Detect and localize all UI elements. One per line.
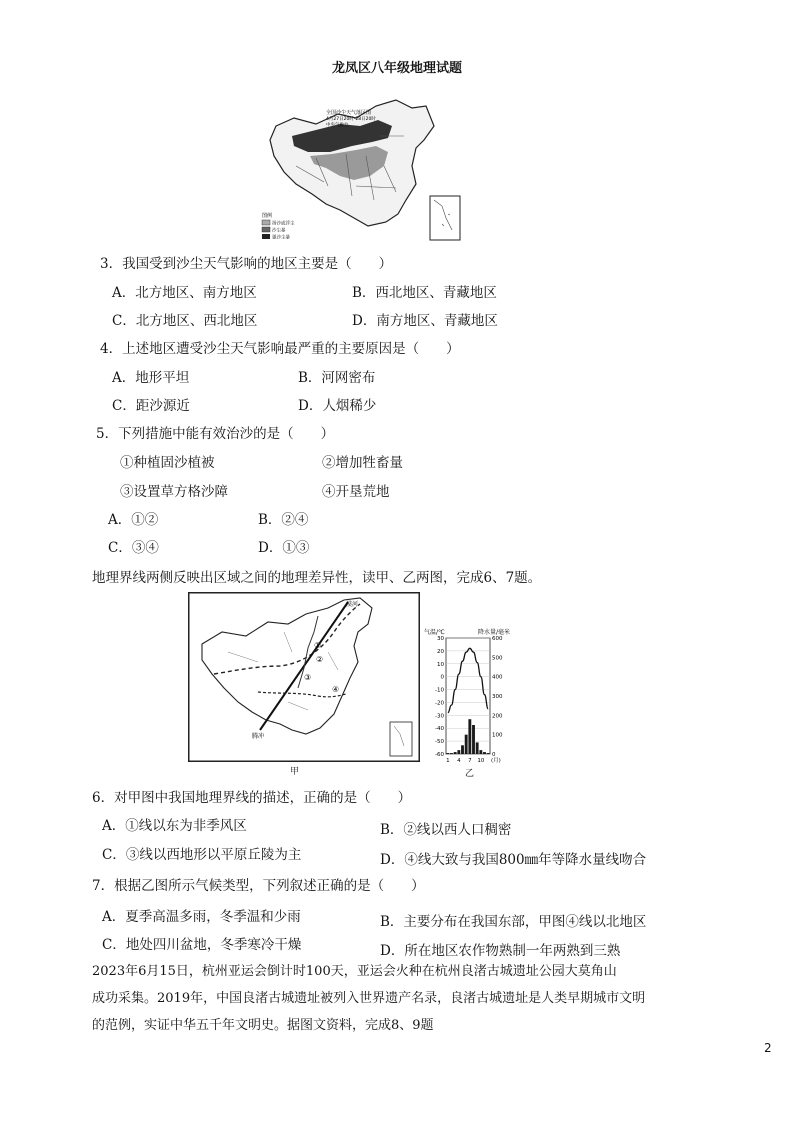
q4-option-b[interactable]: B．河网密布 xyxy=(298,370,376,386)
label-line-1: ① xyxy=(314,641,322,650)
yi-precip-bar-2 xyxy=(450,753,453,754)
fig-yi-climate-chart xyxy=(420,626,520,770)
q6-option-b[interactable]: B．②线以西人口稠密 xyxy=(380,822,512,838)
label-line-3: ③ xyxy=(304,673,312,682)
legend-swatch-2 xyxy=(262,227,270,232)
yi-x-tick-label: 7 xyxy=(468,758,472,764)
label-mohe: 漠河 xyxy=(346,601,359,608)
q4-option-d[interactable]: D．人烟稀少 xyxy=(298,398,377,414)
yi-right-tick-label: 300 xyxy=(492,694,503,700)
yi-left-tick-label: 10 xyxy=(437,661,444,668)
para-8-9-line-2: 成功采集。2019年，中国良渚古城遗址被列入世界遗产名录，良渚古城遗址是人类早期城市文明 xyxy=(92,991,646,1006)
q5-measure-3: ③设置草方格沙障 xyxy=(120,484,228,500)
yi-left-tick-label: -30 xyxy=(435,713,444,720)
q6-option-a[interactable]: A．①线以东为非季风区 xyxy=(102,818,247,834)
q7-option-d[interactable]: D．所在地区农作物熟制一年两熟到三熟 xyxy=(380,943,621,959)
south-sea-inset xyxy=(430,196,460,240)
para-8-9-line-3: 的范例，实证中华五千年文明史。据图文资料，完成8、9题 xyxy=(92,1018,434,1033)
legend-swatch-1 xyxy=(262,220,270,225)
legend-label-3: 强沙尘暴 xyxy=(272,235,290,241)
yi-temperature-curve xyxy=(448,648,488,712)
yi-left-axis-label: 气温/℃ xyxy=(424,629,445,636)
intro-6-7: 地理界线两侧反映出区域之间的地理差异性，读甲、乙两图，完成6、7题。 xyxy=(92,570,542,586)
yi-precip-bar-7 xyxy=(468,719,471,754)
fig-yi-caption: 乙 xyxy=(465,769,475,779)
q4-option-c[interactable]: C．距沙源近 xyxy=(112,398,190,414)
yi-plot-frame xyxy=(446,638,490,754)
q7-stem: 7．根据乙图所示气候类型，下列叙述正确的是（ ） xyxy=(92,878,425,894)
yi-x-tick-label: 1 xyxy=(446,758,450,764)
q5-option-a[interactable]: A．①② xyxy=(108,512,159,528)
yi-precip-bar-4 xyxy=(457,750,460,754)
yi-left-tick-label: 20 xyxy=(437,648,444,655)
yi-x-tick-label: 4 xyxy=(457,758,461,764)
q5-option-c[interactable]: C．③④ xyxy=(108,540,159,556)
q4-stem: 4．上述地区遭受沙尘天气影响最严重的主要原因是（ ） xyxy=(100,341,460,357)
legend-label-1: 扬沙或浮尘 xyxy=(272,221,295,227)
yi-right-tick-label: 600 xyxy=(492,636,503,642)
para-8-9-line-1: 2023年6月15日，杭州亚运会倒计时100天，亚运会火种在杭州良渚古城遗址公园大莫角山 xyxy=(92,964,617,979)
yi-right-tick-label: 500 xyxy=(492,655,503,662)
yi-right-tick-label: 400 xyxy=(492,674,503,681)
jia-inset xyxy=(390,722,412,756)
q7-option-c[interactable]: C．地处四川盆地，冬季寒冷干燥 xyxy=(102,937,302,953)
q5-option-b[interactable]: B．②④ xyxy=(258,512,309,528)
yi-left-tick-label: -40 xyxy=(435,726,444,733)
q3-option-d[interactable]: D．南方地区、青藏地区 xyxy=(352,313,498,329)
yi-left-tick-label: -10 xyxy=(435,687,444,694)
yi-precip-bar-10 xyxy=(479,750,482,754)
yi-precip-bar-12 xyxy=(487,753,490,754)
q3-option-a[interactable]: A．北方地区、南方地区 xyxy=(112,285,257,301)
q7-option-b[interactable]: B．主要分布在我国东部，甲图④线以北地区 xyxy=(380,914,647,930)
yi-precip-bar-3 xyxy=(454,752,457,754)
q4-option-a[interactable]: A．地形平坦 xyxy=(112,370,190,386)
map1-legend-title: 图例 xyxy=(262,213,273,219)
yi-precip-bar-6 xyxy=(465,735,468,754)
yi-right-tick-label: 200 xyxy=(492,713,503,720)
yi-precip-bar-8 xyxy=(472,725,475,754)
yi-precip-bar-9 xyxy=(476,742,479,754)
yi-precip-bar-11 xyxy=(483,752,486,754)
q3-stem: 3．我国受到沙尘天气影响的地区主要是（ ） xyxy=(100,256,393,272)
dust-weather-map xyxy=(256,96,468,244)
yi-left-tick-label: 0 xyxy=(440,674,444,681)
yi-right-axis-label: 降水量/毫米 xyxy=(478,629,511,636)
label-line-2: ② xyxy=(316,655,324,664)
legend-swatch-3 xyxy=(262,234,270,239)
fig-jia-map xyxy=(188,592,420,762)
map1-title-3: 中央气象台 xyxy=(326,123,349,128)
yi-left-tick-label: -60 xyxy=(435,752,444,758)
q3-option-c[interactable]: C．北方地区、西北地区 xyxy=(112,313,258,329)
q5-measure-2: ②增加牲畜量 xyxy=(322,455,403,471)
label-tengchong: 腾冲 xyxy=(252,733,265,740)
yi-right-tick-label: 100 xyxy=(492,732,503,739)
page-title: 龙凤区八年级地理试题 xyxy=(331,61,462,76)
q5-stem: 5．下列措施中能有效治沙的是（ ） xyxy=(96,426,335,442)
q6-option-d[interactable]: D．④线大致与我国800㎜年等降水量线吻合 xyxy=(380,852,647,868)
q3-option-b[interactable]: B．西北地区、青藏地区 xyxy=(352,285,497,301)
yi-precip-bar-5 xyxy=(461,745,464,754)
legend-label-2: 沙尘暴 xyxy=(272,228,286,234)
map1-title-1: 全国沙尘天气落区图 xyxy=(326,110,372,116)
label-line-4: ④ xyxy=(332,685,340,694)
yi-right-tick-label: 0 xyxy=(492,752,496,758)
yi-precip-bar-1 xyxy=(446,753,449,754)
q5-option-d[interactable]: D．①③ xyxy=(258,540,310,556)
yi-x-tick-label: (月) xyxy=(491,758,501,764)
fig-jia-caption: 甲 xyxy=(290,767,300,777)
yi-left-tick-label: -50 xyxy=(435,739,444,746)
q6-option-c[interactable]: C．③线以西地形以平原丘陵为主 xyxy=(102,847,302,863)
q5-measure-4: ④开垦荒地 xyxy=(322,484,390,500)
q5-measure-1: ①种植固沙植被 xyxy=(120,455,215,471)
q6-stem: 6．对甲图中我国地理界线的描述，正确的是（ ） xyxy=(92,790,412,806)
yi-left-tick-label: -20 xyxy=(435,700,444,707)
yi-x-tick-label: 10 xyxy=(477,758,485,764)
page-number: 2 xyxy=(764,1041,772,1055)
map1-title-2: 4月27日20时-28日20时 xyxy=(326,117,376,122)
q7-option-a[interactable]: A．夏季高温多雨，冬季温和少雨 xyxy=(102,909,301,925)
yi-left-tick-label: 30 xyxy=(437,636,444,642)
